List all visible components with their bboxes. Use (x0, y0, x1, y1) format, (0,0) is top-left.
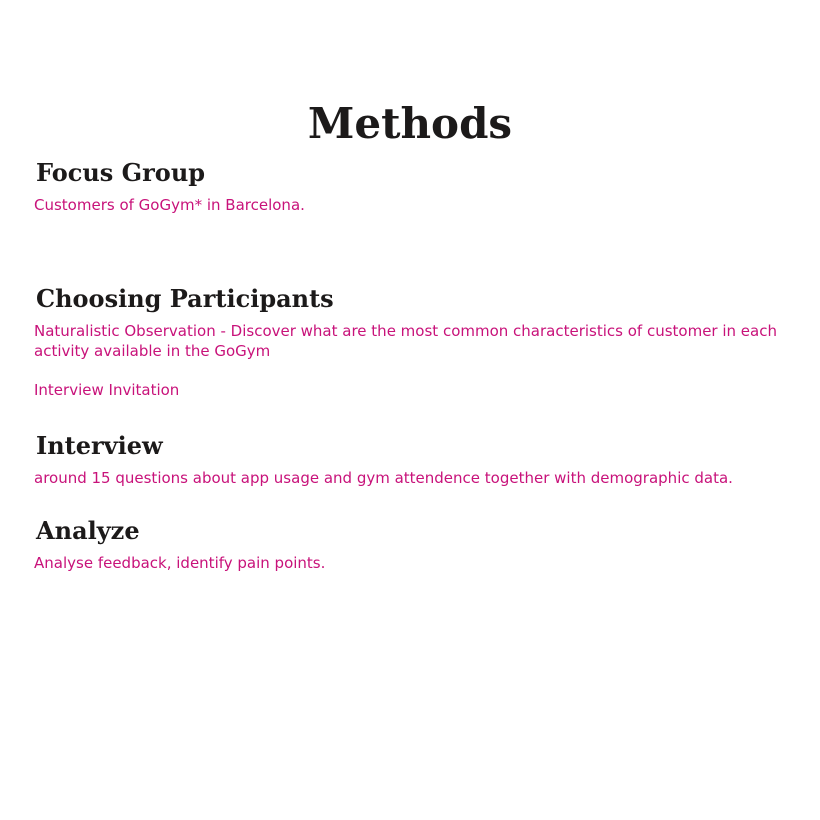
analyze-text: Analyse feedback, identify pain points. (34, 554, 326, 572)
choosing-participants-text-2: Interview Invitation (34, 381, 180, 399)
choosing-participants-text: Naturalistic Observation - Discover what are the most common characteristics of customer in each activity available in the GoGym (34, 322, 777, 360)
section-heading-interview: Interview (36, 431, 163, 460)
focus-group-text: Customers of GoGym* in Barcelona. (34, 196, 305, 214)
page-title: Methods (307, 99, 513, 148)
section-heading-analyze: Analyze (36, 516, 140, 545)
section-heading-focus-group: Focus Group (36, 158, 206, 187)
interview-text: around 15 questions about app usage and gym attendence together with demographic data. (34, 469, 733, 487)
section-heading-choosing-participants: Choosing Participants (36, 284, 334, 313)
